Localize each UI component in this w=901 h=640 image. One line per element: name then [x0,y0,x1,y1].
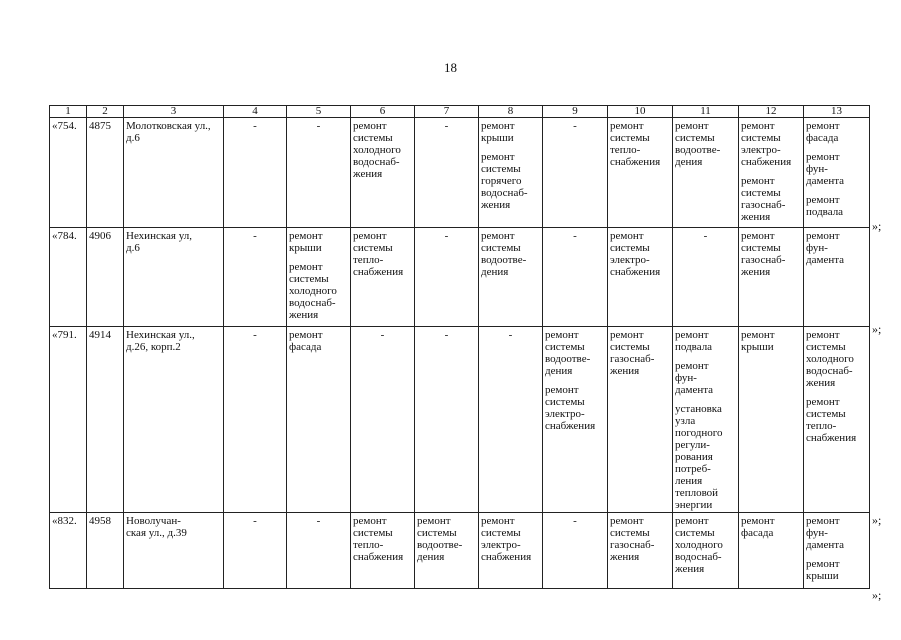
work-item-line: холодного [289,285,337,297]
work-item [741,175,801,223]
work-cell-col-6 [351,513,415,589]
work-item-line: ремонт [417,515,451,527]
work-item-line: ремонт [675,329,709,341]
work-cell-col-9 [543,118,608,228]
work-item-line: ремонт [289,230,323,242]
work-item [741,120,801,168]
work-item-line: жения [610,365,640,377]
row-closing-mark: »; [872,513,882,527]
work-item-line: дения [545,365,573,377]
column-header-5: 5 [287,106,351,118]
work-cell-col-10 [608,513,673,589]
work-item-line: тепло- [353,254,384,266]
work-item-line: фасада [741,527,774,539]
work-item-line: крыши [741,341,774,353]
work-item-line: ремонт [289,329,323,341]
address-cell [124,228,224,327]
work-item-line: ремонт [675,360,709,372]
work-item-line: тепло- [353,539,384,551]
work-item [741,329,801,353]
work-item-line: ремонт [741,230,775,242]
work-item [675,329,736,353]
work-item-line: фасада [289,341,322,353]
column-header-10: 10 [608,106,673,118]
work-item-line: газоснаб- [610,353,655,365]
work-item-line: рования [675,451,713,463]
work-item-line: тепло- [610,144,641,156]
empty-dash: - [253,120,257,132]
work-item-line: фун- [806,163,828,175]
work-cell-col-9 [543,228,608,327]
work-item-line: снабжения [353,551,404,563]
work-item-line: дамента [806,539,845,551]
work-item-line: ремонт [741,329,775,341]
column-header-8: 8 [479,106,543,118]
empty-dash: - [573,230,577,242]
table-row [50,327,870,513]
work-item-line: фун- [806,242,828,254]
work-item [289,261,348,321]
work-item [806,329,867,389]
page-number: 18 [444,60,457,75]
work-item-line: ремонт [610,230,644,242]
row-closing-mark: »; [872,219,882,233]
table-row [50,513,870,589]
work-item-line: ремонт [353,515,387,527]
code-cell: 4958 [87,513,124,589]
work-item-line: ремонт [741,175,775,187]
address-line: д.6 [126,242,140,254]
work-item [481,515,540,563]
work-item-line: ремонт [610,329,644,341]
work-item-line: дения [675,156,703,168]
work-item-line: жения [741,211,771,223]
header-row [50,106,870,118]
work-item [610,329,670,377]
work-item-line: узла [675,415,696,427]
work-item-line: системы [741,132,781,144]
work-cell-col-5 [287,513,351,589]
work-item [806,151,867,187]
work-item-line: ремонт [806,230,840,242]
work-item-line: электро- [741,144,781,156]
column-header-1: 1 [50,106,87,118]
work-item-line: ремонт [741,120,775,132]
work-cell-col-7 [415,513,479,589]
work-cell-col-8 [479,118,543,228]
work-item-line: ремонт [289,261,323,273]
work-item [417,515,476,563]
column-header-11: 11 [673,106,739,118]
work-item-line: установка [675,403,722,415]
work-item [481,120,540,144]
work-item [545,384,605,432]
code-cell: 4914 [87,327,124,513]
work-cell-col-8 [479,228,543,327]
work-item-line: ремонт [741,515,775,527]
code-cell: 4875 [87,118,124,228]
work-item-line: системы [610,527,650,539]
work-item [806,120,867,144]
work-item-line: снабжения [806,432,857,444]
work-item-line: потреб- [675,463,711,475]
work-item [806,558,867,582]
work-item-line: системы [675,132,715,144]
work-item-line: снабжения [610,156,661,168]
work-item-line: крыши [481,132,514,144]
work-item-line: ремонт [353,120,387,132]
row-closing-mark: »; [872,322,882,336]
work-item-line: снабжения [741,156,792,168]
work-item [806,396,867,444]
work-item-line: ремонт [806,396,840,408]
empty-dash: - [316,515,321,527]
work-cell-col-5 [287,118,351,228]
work-item-line: горячего [481,175,522,187]
work-item-line: электро- [545,408,585,420]
work-item-line: водоотве- [545,353,591,365]
address-line: д.26, корп.2 [126,341,181,353]
row-number-cell: «832. [50,513,87,589]
work-item-line: тепло- [806,420,837,432]
empty-dash: - [444,329,449,341]
work-item-line: электро- [610,254,650,266]
work-item-line: водоотве- [481,254,527,266]
work-item-line: дамента [675,384,714,396]
column-header-9: 9 [543,106,608,118]
column-header-6: 6 [351,106,415,118]
work-cell-col-11 [673,513,739,589]
work-item-line: системы [545,341,585,353]
code-cell: 4906 [87,228,124,327]
work-item-line: системы [610,242,650,254]
work-item-line: системы [610,132,650,144]
work-item [675,360,736,396]
row-number-cell: «791. [50,327,87,513]
work-cell-col-4 [224,513,287,589]
work-item-line: снабжения [353,266,404,278]
work-cell-col-11 [673,118,739,228]
address-line: Нехинская ул, [126,230,192,242]
work-item-line: жения [675,563,705,575]
address-cell [124,327,224,513]
address-line: Нехинская ул., [126,329,195,341]
work-item-line: ремонт [610,515,644,527]
work-item-line: системы [481,163,521,175]
work-cell-col-10 [608,228,673,327]
work-item-line: газоснаб- [610,539,655,551]
work-item-line: ремонт [481,515,515,527]
work-item-line: электро- [481,539,521,551]
work-item-line: ремонт [610,120,644,132]
empty-dash: - [253,515,257,527]
work-item-line: водоотве- [417,539,463,551]
work-item-line: подвала [806,206,844,218]
work-item-line: системы [353,132,393,144]
work-cell-col-4 [224,327,287,513]
address-line: ская ул., д.39 [126,527,187,539]
work-cell-col-13 [804,327,870,513]
work-item-line: системы [417,527,457,539]
work-cell-col-12 [739,513,804,589]
work-item-line: системы [741,187,781,199]
empty-dash: - [573,120,577,132]
work-item-line: холодного [806,353,854,365]
work-item-line: ремонт [481,151,515,163]
address-line: Молотковская ул., [126,120,211,132]
work-item-line: фасада [806,132,839,144]
work-item-line: ремонт [806,329,840,341]
work-item-line: ремонт [806,151,840,163]
work-item [806,515,867,551]
column-header-3: 3 [124,106,224,118]
work-item-line: холодного [675,539,723,551]
empty-dash: - [253,230,257,242]
work-item [741,230,801,278]
row-number-cell: «784. [50,228,87,327]
work-item-line: жения [741,266,771,278]
repair-schedule-table [49,105,870,589]
work-item [289,230,348,254]
work-item-line: ремонт [481,120,515,132]
work-item-line: системы [481,242,521,254]
work-cell-col-5 [287,327,351,513]
work-item-line: ремонт [806,558,840,570]
work-item-line: крыши [806,570,839,582]
work-item [675,403,736,511]
column-header-7: 7 [415,106,479,118]
work-cell-col-12 [739,228,804,327]
work-item [806,230,867,266]
work-item-line: снабжения [481,551,532,563]
work-cell-col-7 [415,327,479,513]
work-item-line: ремонт [545,329,579,341]
work-item-line: ремонт [806,120,840,132]
work-cell-col-13 [804,228,870,327]
work-item-line: жения [610,551,640,563]
work-cell-col-11 [673,228,739,327]
work-item-line: водоснаб- [806,365,853,377]
work-item-line: дения [481,266,509,278]
work-item-line: тепловой [675,487,719,499]
work-item [610,120,670,168]
work-item-line: системы [481,527,521,539]
work-item-line: системы [353,242,393,254]
work-item-line: системы [545,396,585,408]
work-cell-col-6 [351,118,415,228]
work-item-line: системы [610,341,650,353]
work-item-line: жения [289,309,319,321]
work-item [481,151,540,211]
work-cell-col-7 [415,118,479,228]
work-item-line: системы [675,527,715,539]
column-header-12: 12 [739,106,804,118]
work-item [610,515,670,563]
work-item-line: водоотве- [675,144,721,156]
work-cell-col-10 [608,118,673,228]
work-item [481,230,540,278]
work-item [806,194,867,218]
work-item-line: крыши [289,242,322,254]
column-header-2: 2 [87,106,124,118]
work-item-line: газоснаб- [741,254,786,266]
work-cell-col-5 [287,228,351,327]
work-item-line: снабжения [610,266,661,278]
address-cell [124,513,224,589]
work-cell-col-9 [543,513,608,589]
work-item-line: ремонт [675,120,709,132]
empty-dash: - [573,515,577,527]
work-item [353,120,412,180]
work-item-line: системы [741,242,781,254]
work-item-line: ремонт [481,230,515,242]
empty-dash: - [380,329,385,341]
work-item-line: водоснаб- [481,187,528,199]
work-cell-col-10 [608,327,673,513]
work-item-line: ремонт [675,515,709,527]
work-cell-col-6 [351,327,415,513]
empty-dash: - [444,230,449,242]
work-item-line: энергии [675,499,713,511]
work-item-line: дамента [806,254,845,266]
work-cell-col-7 [415,228,479,327]
table-row [50,228,870,327]
work-item-line: погодного [675,427,723,439]
work-cell-col-13 [804,513,870,589]
work-item [353,515,412,563]
address-line: д.6 [126,132,140,144]
work-item-line: системы [806,341,846,353]
work-item-line: ремонт [806,515,840,527]
work-item-line: дения [417,551,445,563]
work-item [675,120,736,168]
work-cell-col-6 [351,228,415,327]
work-item-line: ремонт [545,384,579,396]
work-cell-col-4 [224,228,287,327]
work-cell-col-8 [479,513,543,589]
work-cell-col-12 [739,327,804,513]
work-item-line: водоснаб- [289,297,336,309]
column-header-13: 13 [804,106,870,118]
row-closing-mark: »; [872,588,882,602]
work-item-line: газоснаб- [741,199,786,211]
address-cell [124,118,224,228]
work-cell-col-9 [543,327,608,513]
empty-dash: - [316,120,321,132]
work-item-line: регули- [675,439,710,451]
column-header-4: 4 [224,106,287,118]
empty-dash: - [444,120,449,132]
work-item-line: подвала [675,341,713,353]
work-item [741,515,801,539]
empty-dash: - [508,329,513,341]
work-item-line: жения [481,199,511,211]
work-item [289,329,348,353]
address-line: Новолучан- [126,515,181,527]
work-item-line: дамента [806,175,845,187]
work-cell-col-4 [224,118,287,228]
work-item-line: фун- [675,372,697,384]
work-cell-col-12 [739,118,804,228]
work-item [675,515,736,575]
work-item [545,329,605,377]
row-number-cell: «754. [50,118,87,228]
work-item-line: снабжения [545,420,596,432]
work-item-line: жения [806,377,836,389]
work-item [353,230,412,278]
work-item-line: ления [675,475,703,487]
work-item-line: ремонт [353,230,387,242]
empty-dash: - [703,230,708,242]
work-item-line: водоснаб- [353,156,400,168]
work-cell-col-11 [673,327,739,513]
work-item-line: системы [806,408,846,420]
work-cell-col-8 [479,327,543,513]
work-item-line: системы [289,273,329,285]
work-item-line: водоснаб- [675,551,722,563]
table-row [50,118,870,228]
empty-dash: - [253,329,257,341]
work-cell-col-13 [804,118,870,228]
work-item-line: жения [353,168,383,180]
work-item-line: системы [353,527,393,539]
work-item [610,230,670,278]
work-item-line: ремонт [806,194,840,206]
work-item-line: холодного [353,144,401,156]
work-item-line: фун- [806,527,828,539]
